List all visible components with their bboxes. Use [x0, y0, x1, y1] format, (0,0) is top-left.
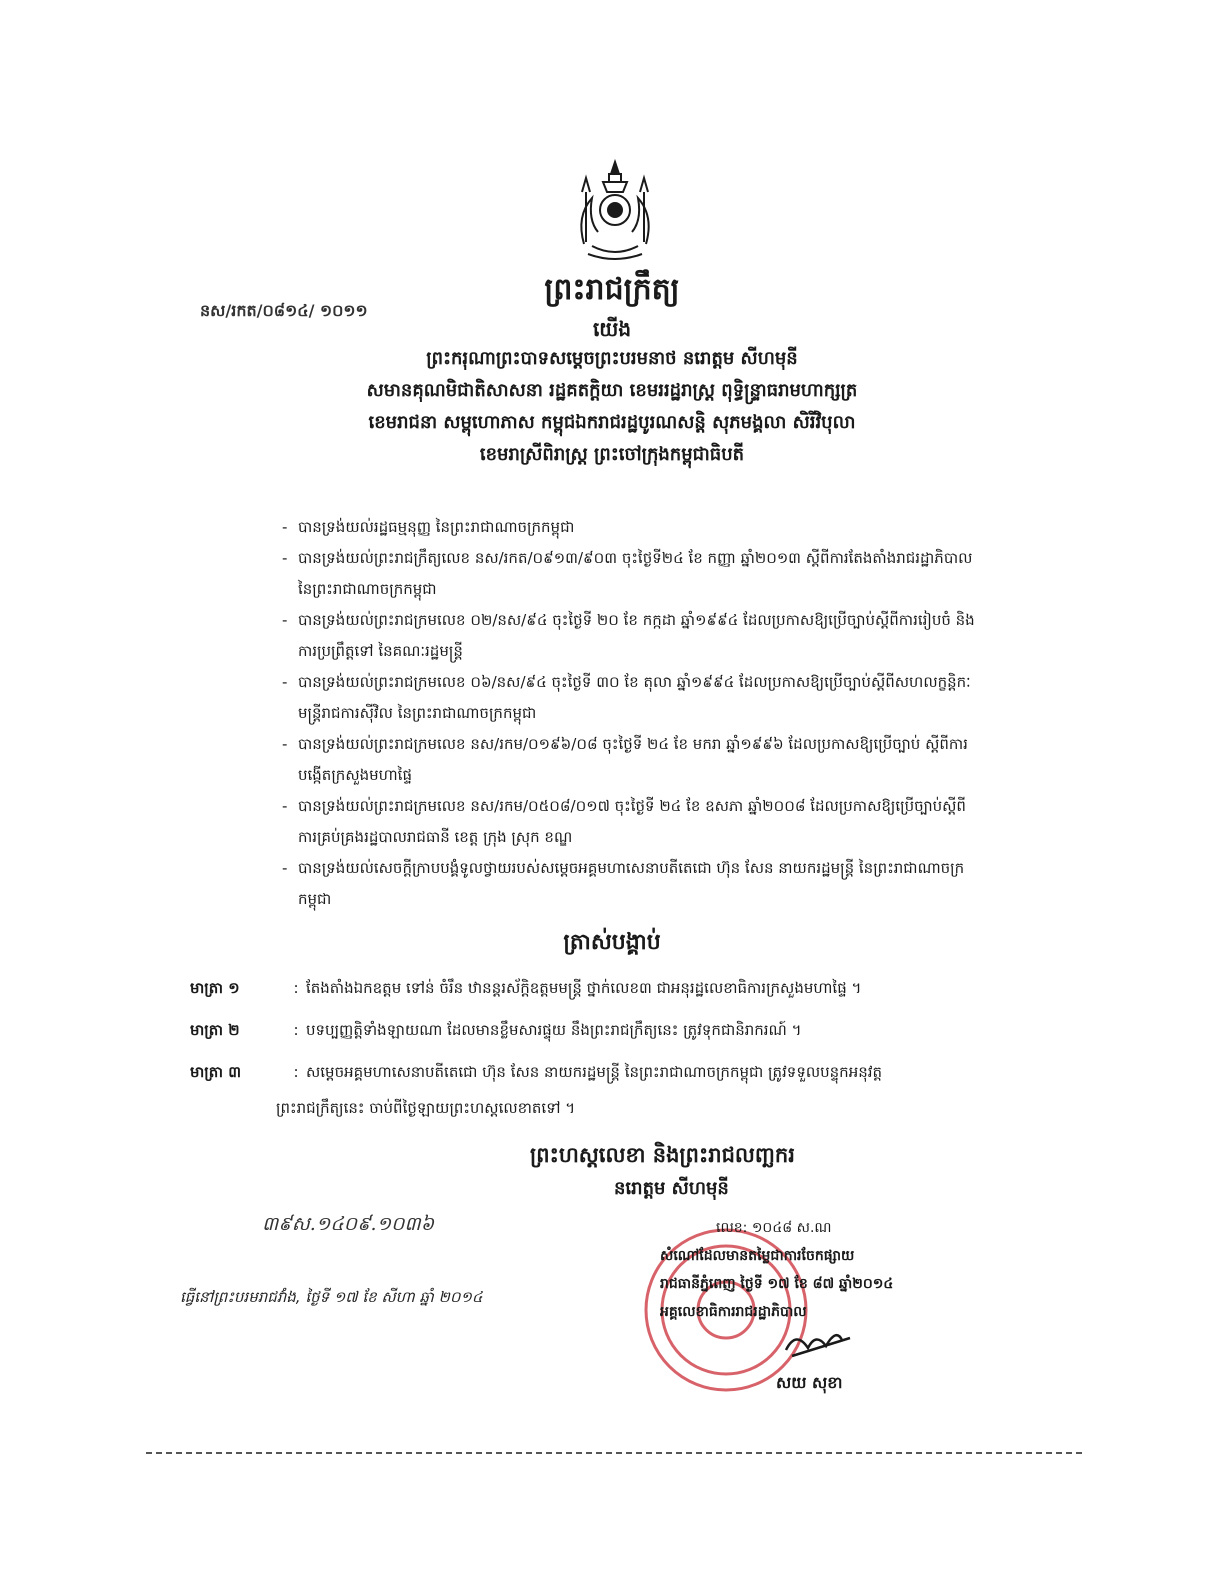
- article-text-continued: ព្រះរាជក្រឹត្យនេះ ចាប់ពីថ្ងៃឡាយព្រះហស្តលេខាតទៅ ។: [276, 1099, 576, 1117]
- recital-item: - បានទ្រង់យល់ព្រះរាជក្រឹត្យលេខ នស/រកត/០៩១៣/៩០៣ ចុះថ្ងៃទី២៤ ខែ កញ្ញា ឆ្នាំ២០១៣ ស្តីពីការតែងតាំងរាជរដ្ឋាភិបាលនៃព្រះរាជាណាចក្រកម្ពុជា: [282, 549, 973, 598]
- king-title-line: ព្រះករុណាព្រះបាទសម្តេចព្រះបរមនាថ នរោត្តម សីហមុនី: [426, 348, 798, 369]
- royal-signature-name: នរោត្តម សីហមុនី: [614, 1178, 729, 1199]
- copy-certification: [660, 1214, 1000, 1326]
- royal-signature-title: ព្រះហស្តលេខា និងព្រះរាជលញ្ឆករ: [530, 1143, 795, 1167]
- recital-text: បានទ្រង់យល់ព្រះរាជក្រមលេខ នស/រកម/០៥០៨/០១៧ ចុះថ្ងៃទី ២៤ ខែ ឧសភា ឆ្នាំ២០០៨ ដែលប្រកាសឱ្យប្រើច្បាប់ស្តីពីការគ្រប់គ្រងរដ្ឋបាលរាជធានី ខេត្ត ក្រុង ស្រុក ខណ្ឌ: [298, 797, 966, 846]
- king-title-line: សមានគុណមិជាតិសាសនា រដ្ឋគតក្តិយា ខេមររដ្ឋរាស្ត្រ ពុទ្ធិន្ទ្រាធរាមហាក្សត្រ: [366, 380, 858, 401]
- royal-emblem-icon: [562, 158, 668, 264]
- document-heading: យើង: [592, 317, 632, 341]
- recital-text: បានទ្រង់យល់ព្រះរាជក្រមលេខ នស/រកម/០១៩៦/០៨ ចុះថ្ងៃទី ២៤ ខែ មករា ឆ្នាំ១៩៩៦ ដែលប្រកាសឱ្យប្រើច្បាប់ ស្តីពីការបង្កើតក្រសួងមហាផ្ទៃ: [298, 735, 968, 784]
- article-label: មាត្រា ៣: [190, 1063, 242, 1081]
- recital-item: - បានទ្រង់យល់ព្រះរាជក្រមលេខ នស/រកម/០១៩៦/០៨ ចុះថ្ងៃទី ២៤ ខែ មករា ឆ្នាំ១៩៩៦ ដែលប្រកាសឱ្យប្រើច្បាប់ ស្តីពីការបង្កើតក្រសួងមហាផ្ទៃ: [282, 735, 968, 784]
- recital-item: - បានទ្រង់យល់ព្រះរាជក្រមលេខ ០២/នស/៩៤ ចុះថ្ងៃទី ២០ ខែ កក្កដា ឆ្នាំ១៩៩៤ ដែលប្រកាសឱ្យប្រើច្បាប់ស្តីពីការរៀបចំ និងការប្រព្រឹត្តទៅ នៃគណៈរដ្ឋមន្ត្រី: [282, 611, 975, 660]
- copy-line: រាជធានីភ្នំពេញ ថ្ងៃទី ១៧ ខែ ៨៧ ឆ្នាំ២០១៤: [660, 1276, 894, 1292]
- recital-text: បានទ្រង់យល់សេចក្តីក្រាបបង្គំទូលថ្វាយរបស់សម្តេចអគ្គមហាសេនាបតីតេជោ ហ៊ុន សែន នាយករដ្ឋមន្ត្រី នៃព្រះរាជាណាចក្រកម្ពុជា: [298, 859, 965, 908]
- document-title: ព្រះរាជក្រឹត្យ: [544, 272, 680, 307]
- article-text: សម្តេចអគ្គមហាសេនាបតីតេជោ ហ៊ុន សែន នាយករដ្ឋមន្ត្រី នៃព្រះរាជាណាចក្រកម្ពុជា ត្រូវទទួលបន្ទុកអនុវត្ត: [306, 1063, 883, 1081]
- article-2: [190, 1012, 990, 1048]
- copy-line: អគ្គលេខាធិការរាជរដ្ឋាភិបាល: [660, 1304, 807, 1320]
- place-and-date: ធ្វើនៅព្រះបរមរាជវាំង, ថ្ងៃទី ១៧ ខែ សីហា ឆ្នាំ ២០១៤: [180, 1288, 483, 1306]
- recital-item: - បានទ្រង់យល់ព្រះរាជក្រមលេខ ០៦/នស/៩៤ ចុះថ្ងៃទី ៣០ ខែ តុលា ឆ្នាំ១៩៩៤ ដែលប្រកាសឱ្យប្រើច្បាប់ស្តីពីសហលក្ខន្តិកៈមន្ត្រីរាជការស៊ីវិល នៃព្រះរាជាណាចក្រកម្ពុជា: [282, 673, 971, 722]
- article-label: មាត្រា ២: [190, 1021, 240, 1039]
- copy-number: លេខ: ១០៤៨ ស.ណ: [716, 1220, 832, 1236]
- article-text: តែងតាំងឯកឧត្តម ទៅន់ ចំរឹន ឋានន្តរស័ក្តិឧត្តមមន្ត្រី ថ្នាក់លេខ៣ ជាអនុរដ្ឋលេខាធិការក្រសួងមហាផ្ទៃ ។: [306, 979, 862, 997]
- king-title-line: ខេមរាស្រីពិរាស្ត្រ ព្រះចៅក្រុងកម្ពុជាធិបតី: [479, 444, 745, 465]
- handwritten-registration-number: ៣៩ស.១៤០៩.១០៣៦: [262, 1213, 435, 1235]
- article-label: មាត្រា ១: [190, 979, 240, 997]
- article-text: បទប្បញ្ញត្តិទាំងឡាយណា ដែលមានខ្លឹមសារផ្ទុយ នឹងព្រះរាជក្រឹត្យនេះ ត្រូវទុកជានិរាករណ៍ ។: [306, 1021, 802, 1039]
- recital-item: - បានទ្រង់យល់សេចក្តីក្រាបបង្គំទូលថ្វាយរបស់សម្តេចអគ្គមហាសេនាបតីតេជោ ហ៊ុន សែន នាយករដ្ឋមន្ត្រី នៃព្រះរាជាណាចក្រកម្ពុជា: [282, 859, 965, 908]
- certifier-name: សយ សុខា: [776, 1373, 843, 1392]
- recital-item: - បានទ្រង់យល់ព្រះរាជក្រមលេខ នស/រកម/០៥០៨/០១៧ ចុះថ្ងៃទី ២៤ ខែ ឧសភា ឆ្នាំ២០០៨ ដែលប្រកាសឱ្យប្រើច្បាប់ស្តីពីការគ្រប់គ្រងរដ្ឋបាលរាជធានី ខេត្ត ក្រុង ស្រុក ខណ្ឌ: [282, 797, 966, 846]
- article-1: [190, 970, 990, 1006]
- decree-heading: ត្រាស់បង្គាប់: [563, 930, 661, 955]
- document-number: នស/រកត/០៨១៤/ ១០១១: [200, 301, 368, 320]
- recital-text: បានទ្រង់យល់ព្រះរាជក្រមលេខ ០៦/នស/៩៤ ចុះថ្ងៃទី ៣០ ខែ តុលា ឆ្នាំ១៩៩៤ ដែលប្រកាសឱ្យប្រើច្បាប់ស្តីពីសហលក្ខន្តិកៈមន្ត្រីរាជការស៊ីវិល នៃព្រះរាជាណាចក្រកម្ពុជា: [298, 673, 971, 722]
- recital-text: បានទ្រង់យល់រដ្ឋធម្មនុញ្ញ នៃព្រះរាជាណាចក្រកម្ពុជា: [298, 518, 575, 536]
- recital-text: បានទ្រង់យល់ព្រះរាជក្រឹត្យលេខ នស/រកត/០៩១៣/៩០៣ ចុះថ្ងៃទី២៤ ខែ កញ្ញា ឆ្នាំ២០១៣ ស្តីពីការតែងតាំងរាជរដ្ឋាភិបាលនៃព្រះរាជាណាចក្រកម្ពុជា: [298, 549, 973, 598]
- article-colon: :: [293, 979, 299, 997]
- recitals-list: [282, 512, 982, 915]
- footer-divider: [146, 1452, 1082, 1454]
- article-colon: :: [293, 1063, 299, 1081]
- king-title-line: ខេមរាជនា សម្ពុហោភាស កម្ពុជឯករាជរដ្ឋបូរណសន្តិ សុភមង្គលា សិរីវិបុលា: [368, 412, 856, 433]
- recital-text: បានទ្រង់យល់ព្រះរាជក្រមលេខ ០២/នស/៩៤ ចុះថ្ងៃទី ២០ ខែ កក្កដា ឆ្នាំ១៩៩៤ ដែលប្រកាសឱ្យប្រើច្បាប់ស្តីពីការរៀបចំ និងការប្រព្រឹត្តទៅ នៃគណៈរដ្ឋមន្ត្រី: [298, 611, 975, 660]
- article-3: [190, 1054, 990, 1126]
- copy-line: សំណៅដែលមានតម្លៃជាការចែកផ្សាយ: [660, 1248, 855, 1264]
- article-colon: :: [293, 1021, 299, 1039]
- recital-item: - បានទ្រង់យល់រដ្ឋធម្មនុញ្ញ នៃព្រះរាជាណាចក្រកម្ពុជា: [282, 518, 575, 536]
